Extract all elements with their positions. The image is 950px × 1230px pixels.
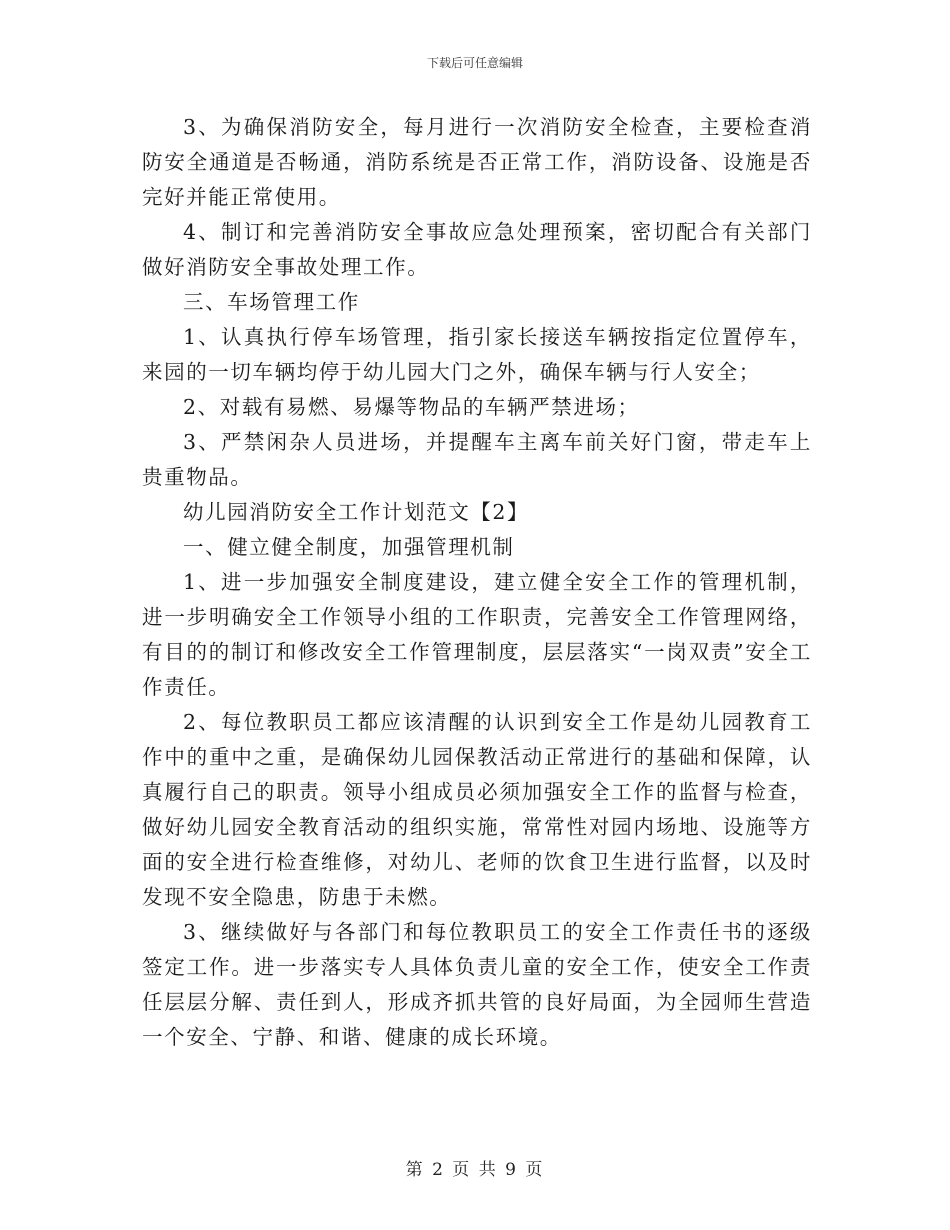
paragraph-fire-inspection: 3、为确保消防安全，每月进行一次消防安全检查，主要检查消防安全通道是否畅通，消防系统是否正常工作，消防设备、设施是否完好并能正常使用。 <box>142 115 812 209</box>
document-body <box>142 110 812 1055</box>
paragraph-staff-awareness: 2、每位教职员工都应该清醒的认识到安全工作是幼儿园教育工作中的重中之重，是确保幼儿园保教活动正常进行的基础和保障，认真履行自己的职责。领导小组成员必须加强安全工作的监督与检查，做好幼儿园安全教育活动的组织实施，常常性对园内场地、设施等方面的安全进行检查维修，对幼儿、老师的饮食卫生进行监督，以及时发现不安全隐患，防患于未燃。 <box>142 710 812 909</box>
section-heading-system: 一、健立健全制度，加强管理机制 <box>183 535 515 559</box>
paragraph-flammable-ban: 2、对载有易燃、易爆等物品的车辆严禁进场； <box>183 395 640 419</box>
paragraph-parking-management: 1、认真执行停车场管理，指引家长接送车辆按指定位置停车，来园的一切车辆均停于幼儿园大门之外，确保车辆与行人安全； <box>142 325 812 384</box>
paragraph-idle-persons: 3、严禁闲杂人员进场，并提醒车主离车前关好门窗，带走车上贵重物品。 <box>142 430 812 489</box>
article-title-2: 幼儿园消防安全工作计划范文【2】 <box>183 500 530 524</box>
paragraph-emergency-plan: 4、制订和完善消防安全事故应急处理预案，密切配合有关部门做好消防安全事故处理工作。 <box>142 220 812 279</box>
page-number: 第 2 页 共 9 页 <box>405 1160 545 1180</box>
section-heading-parking: 三、车场管理工作 <box>183 290 360 314</box>
page-header: 下载后可任意编辑 <box>426 56 523 70</box>
paragraph-system-building: 1、进一步加强安全制度建设，建立健全安全工作的管理机制，进一步明确安全工作领导小组的工作职责，完善安全工作管理网络，有目的的制订和修改安全工作管理制度，层层落实“一岗双责”安全工作责任。 <box>142 570 812 699</box>
paragraph-responsibility-letter: 3、继续做好与各部门和每位教职员工的安全工作责任书的逐级签定工作。进一步落实专人具体负责儿童的安全工作，使安全工作责任层层分解、责任到人，形成齐抓共管的良好局面，为全园师生营造一个安全、宁静、和谐、健康的成长环境。 <box>142 920 812 1049</box>
